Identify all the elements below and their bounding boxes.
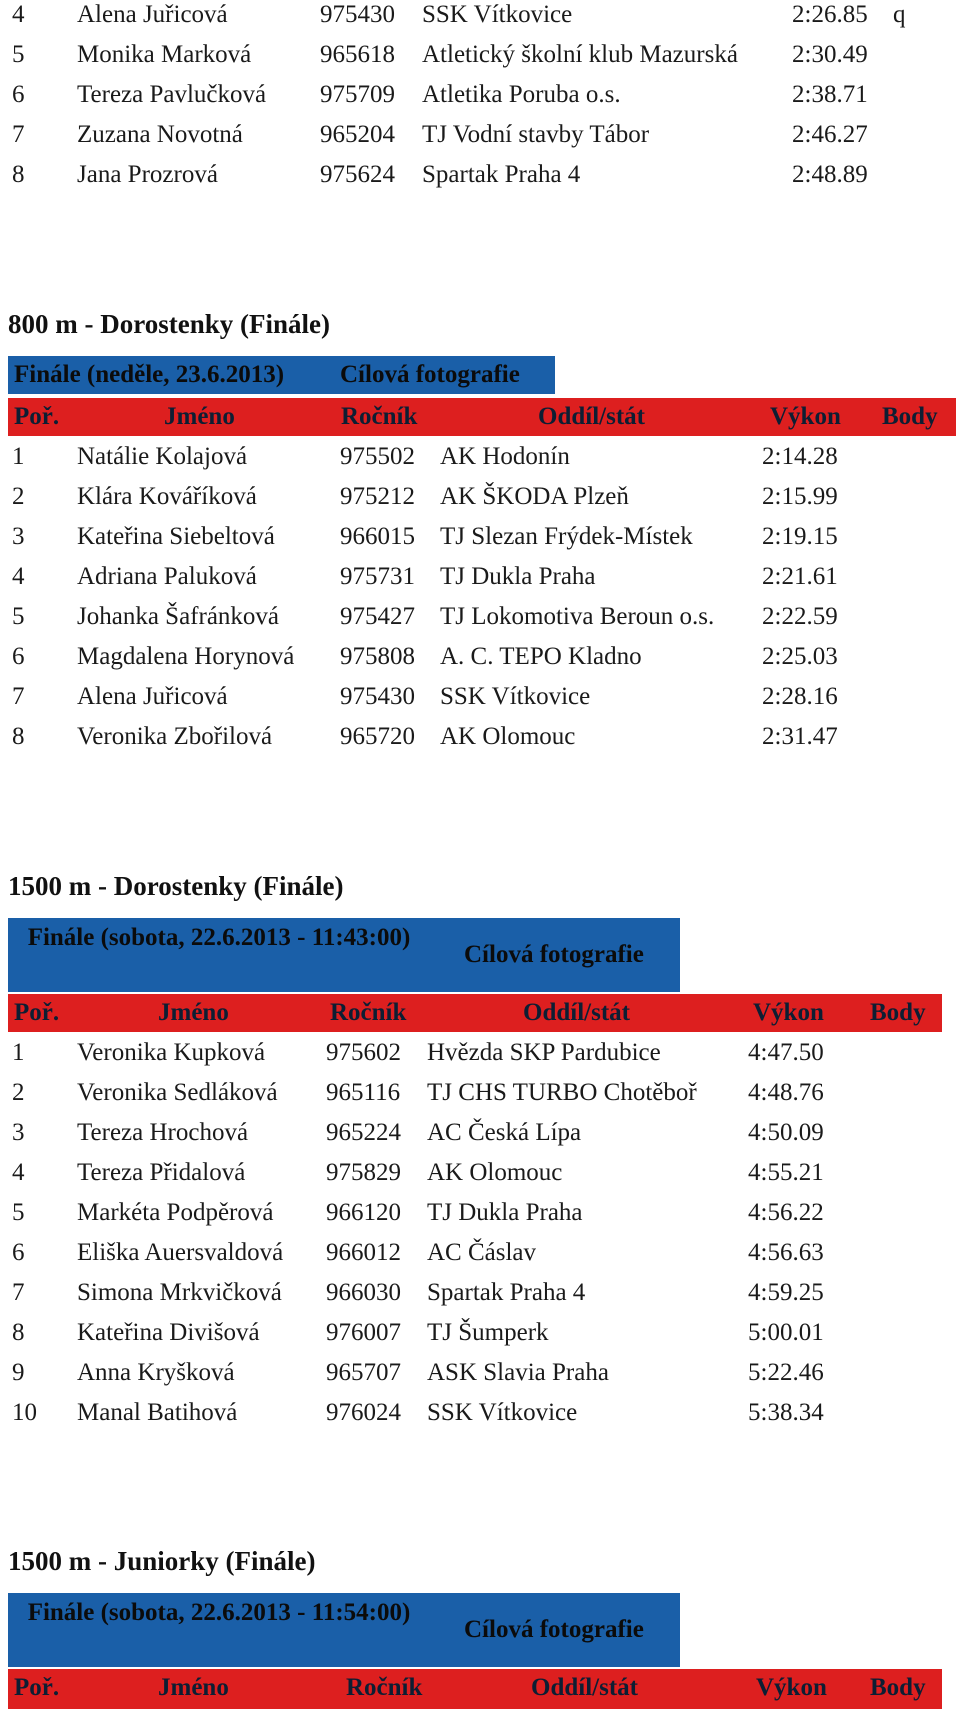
col-points: Body [882, 403, 938, 430]
cell-club: A. C. TEPO Kladno [440, 643, 642, 670]
cell-rank: 8 [12, 161, 25, 188]
finish-photo-link[interactable]: Cílová fotografie [340, 361, 520, 388]
cell-name: Alena Juřicová [77, 683, 228, 710]
cell-rank: 4 [12, 1, 25, 28]
col-year: Ročník [341, 403, 418, 430]
cell-club: TJ CHS TURBO Chotěboř [427, 1079, 697, 1106]
heat-header-800-dorostenky [8, 356, 555, 394]
col-result: Výkon [770, 403, 841, 430]
cell-club: Atletický školní klub Mazurská [422, 41, 738, 68]
cell-rank: 2 [12, 483, 25, 510]
cell-rank: 6 [12, 643, 25, 670]
cell-rank: 5 [12, 1199, 25, 1226]
cell-rank: 6 [12, 1239, 25, 1266]
cell-result: 4:59.25 [748, 1279, 824, 1306]
cell-result: 2:26.85 [792, 1, 868, 28]
column-header-row [8, 1669, 942, 1709]
cell-name: Alena Juřicová [77, 1, 228, 28]
cell-year: 975624 [320, 161, 395, 188]
cell-club: Spartak Praha 4 [427, 1279, 586, 1306]
cell-result: 4:55.21 [748, 1159, 824, 1186]
cell-club: AK ŠKODA Plzeň [440, 483, 629, 510]
cell-rank: 1 [12, 443, 25, 470]
cell-result: 4:47.50 [748, 1039, 824, 1066]
cell-result: 2:28.16 [762, 683, 838, 710]
col-rank: Poř. [14, 999, 60, 1026]
heat-label: Finále (sobota, 22.6.2013 - 11:54:00) [27, 1599, 411, 1626]
cell-year: 975427 [340, 603, 415, 630]
cell-name: Simona Mrkvičková [77, 1279, 282, 1306]
cell-name: Natálie Kolajová [77, 443, 248, 470]
cell-result: 2:14.28 [762, 443, 838, 470]
heat-header-1500-dorostenky [8, 918, 680, 992]
cell-year: 975709 [320, 81, 395, 108]
cell-result: 2:19.15 [762, 523, 838, 550]
cell-club: AK Olomouc [427, 1159, 563, 1186]
cell-name: Klára Kováříková [77, 483, 257, 510]
cell-name: Veronika Zbořilová [77, 723, 273, 750]
cell-year: 975731 [340, 563, 415, 590]
cell-rank: 3 [12, 1119, 25, 1146]
section-title-1500-dorostenky: 1500 m - Dorostenky (Finále) [8, 871, 344, 901]
section-title-1500-juniorky: 1500 m - Juniorky (Finále) [8, 1546, 316, 1576]
cell-club: AK Olomouc [440, 723, 576, 750]
cell-result: 4:56.63 [748, 1239, 824, 1266]
cell-result: 4:56.22 [748, 1199, 824, 1226]
cell-name: Tereza Přidalová [77, 1159, 246, 1186]
col-club: Oddíl/stát [538, 403, 645, 430]
cell-club: ASK Slavia Praha [427, 1359, 609, 1386]
cell-year: 966120 [326, 1199, 401, 1226]
cell-club: TJ Lokomotiva Beroun o.s. [440, 603, 715, 630]
cell-club: SSK Vítkovice [427, 1399, 578, 1426]
cell-club: SSK Vítkovice [440, 683, 591, 710]
col-result: Výkon [753, 999, 824, 1026]
cell-year: 975430 [340, 683, 415, 710]
cell-year: 966015 [340, 523, 415, 550]
cell-name: Johanka Šafránková [77, 603, 280, 630]
cell-name: Eliška Auersvaldová [77, 1239, 284, 1266]
cell-result: 2:21.61 [762, 563, 838, 590]
cell-name: Tereza Hrochová [77, 1119, 249, 1146]
cell-result: 2:31.47 [762, 723, 838, 750]
col-year: Ročník [346, 1674, 423, 1701]
cell-club: AK Hodonín [440, 443, 570, 470]
col-club: Oddíl/stát [523, 999, 630, 1026]
cell-year: 965204 [320, 121, 395, 148]
cell-rank: 2 [12, 1079, 25, 1106]
col-rank: Poř. [14, 1674, 60, 1701]
cell-year: 966030 [326, 1279, 401, 1306]
cell-rank: 7 [12, 683, 25, 710]
col-points: Body [870, 1674, 926, 1701]
cell-result: 5:38.34 [748, 1399, 824, 1426]
cell-year: 965116 [326, 1079, 401, 1106]
col-name: Jméno [158, 999, 229, 1026]
cell-result: 4:50.09 [748, 1119, 824, 1146]
col-name: Jméno [164, 403, 235, 430]
cell-rank: 9 [12, 1359, 25, 1386]
cell-club: SSK Vítkovice [422, 1, 573, 28]
cell-rank: 1 [12, 1039, 25, 1066]
heat-header-1500-juniorky [8, 1593, 680, 1667]
cell-club: Spartak Praha 4 [422, 161, 581, 188]
cell-rank: 5 [12, 41, 25, 68]
cell-result: 5:22.46 [748, 1359, 824, 1386]
cell-name: Kateřina Siebeltová [77, 523, 275, 550]
cell-result: 2:25.03 [762, 643, 838, 670]
cell-name: Manal Batihová [77, 1399, 238, 1426]
col-club: Oddíl/stát [531, 1674, 638, 1701]
cell-result: 2:30.49 [792, 41, 868, 68]
cell-result: 5:00.01 [748, 1319, 824, 1346]
cell-year: 975430 [320, 1, 395, 28]
cell-result: 2:15.99 [762, 483, 838, 510]
cell-club: TJ Šumperk [427, 1319, 549, 1346]
cell-year: 975829 [326, 1159, 401, 1186]
cell-result: 2:38.71 [792, 81, 868, 108]
cell-result: 2:46.27 [792, 121, 868, 148]
cell-year: 965707 [326, 1359, 401, 1386]
column-header-row [8, 994, 942, 1032]
cell-rank: 3 [12, 523, 25, 550]
col-name: Jméno [158, 1674, 229, 1701]
cell-name: Zuzana Novotná [77, 121, 243, 148]
cell-year: 975808 [340, 643, 415, 670]
cell-rank: 10 [12, 1399, 37, 1426]
section-title-800-dorostenky: 800 m - Dorostenky (Finále) [8, 309, 330, 339]
cell-name: Kateřina Divišová [77, 1319, 260, 1346]
cell-club: AC Čáslav [427, 1239, 537, 1266]
cell-club: TJ Dukla Praha [440, 563, 596, 590]
column-header-row [8, 398, 956, 436]
cell-year: 965224 [326, 1119, 401, 1146]
cell-rank: 8 [12, 1319, 25, 1346]
cell-name: Magdalena Horynová [77, 643, 295, 670]
col-rank: Poř. [14, 403, 60, 430]
cell-rank: 4 [12, 563, 25, 590]
cell-rank: 5 [12, 603, 25, 630]
cell-year: 965720 [340, 723, 415, 750]
col-points: Body [870, 999, 926, 1026]
cell-name: Anna Kryšková [77, 1359, 235, 1386]
cell-club: TJ Dukla Praha [427, 1199, 583, 1226]
cell-name: Veronika Kupková [77, 1039, 266, 1066]
col-year: Ročník [330, 999, 407, 1026]
cell-year: 976024 [326, 1399, 401, 1426]
cell-name: Veronika Sedláková [77, 1079, 278, 1106]
cell-year: 965618 [320, 41, 395, 68]
cell-name: Adriana Paluková [77, 563, 257, 590]
cell-result: 2:22.59 [762, 603, 838, 630]
cell-club: TJ Slezan Frýdek-Místek [440, 523, 693, 550]
cell-rank: 7 [12, 1279, 25, 1306]
heat-label: Finále (sobota, 22.6.2013 - 11:43:00) [27, 924, 411, 951]
cell-note: q [893, 1, 906, 28]
cell-year: 966012 [326, 1239, 401, 1266]
finish-photo-link[interactable]: Cílová fotografie [464, 1616, 644, 1643]
cell-result: 2:48.89 [792, 161, 868, 188]
cell-rank: 7 [12, 121, 25, 148]
cell-year: 976007 [326, 1319, 401, 1346]
cell-club: Hvězda SKP Pardubice [427, 1039, 661, 1066]
finish-photo-link[interactable]: Cílová fotografie [464, 941, 644, 968]
cell-club: Atletika Poruba o.s. [422, 81, 621, 108]
cell-rank: 4 [12, 1159, 25, 1186]
cell-name: Markéta Podpěrová [77, 1199, 274, 1226]
col-result: Výkon [756, 1674, 827, 1701]
cell-name: Jana Prozrová [77, 161, 218, 188]
cell-year: 975212 [340, 483, 415, 510]
cell-club: TJ Vodní stavby Tábor [422, 121, 650, 148]
cell-year: 975502 [340, 443, 415, 470]
cell-name: Monika Marková [77, 41, 252, 68]
heat-label: Finále (neděle, 23.6.2013) [14, 361, 285, 388]
cell-rank: 6 [12, 81, 25, 108]
cell-name: Tereza Pavlučková [77, 81, 267, 108]
cell-year: 975602 [326, 1039, 401, 1066]
cell-club: AC Česká Lípa [427, 1119, 582, 1146]
cell-result: 4:48.76 [748, 1079, 824, 1106]
cell-rank: 8 [12, 723, 25, 750]
